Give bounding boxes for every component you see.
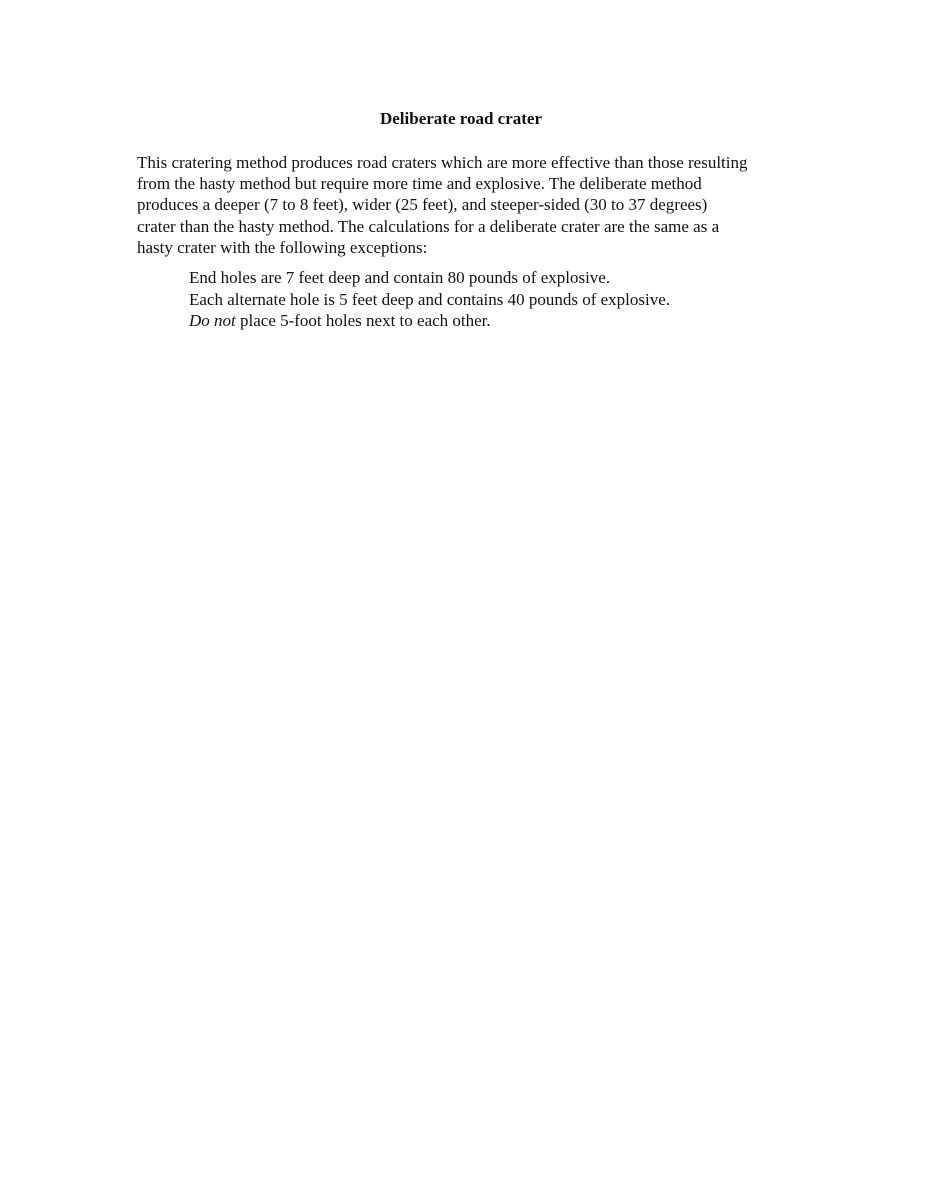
- exception-alternate-holes: Each alternate hole is 5 feet deep and contains 40 pounds of explosive.: [189, 289, 671, 309]
- paragraph-line: hasty crater with the following exceptions:: [137, 237, 428, 257]
- exception-end-holes: End holes are 7 feet deep and contain 80 pounds of explosive.: [189, 268, 611, 287]
- document-title: Deliberate road crater: [379, 109, 543, 128]
- paragraph-line: crater than the hasty method. The calculations for a deliberate crater are the same as a: [137, 216, 720, 236]
- exception-emphasis: Do not: [189, 311, 236, 330]
- paragraph-line: from the hasty method but require more time and explosive. The deliberate method: [137, 174, 702, 194]
- intro-paragraph: [137, 152, 797, 258]
- exception-placement-text: place 5-foot holes next to each other.: [235, 311, 491, 330]
- exceptions-list: [189, 267, 789, 332]
- paragraph-line: This cratering method produces road craters which are more effective than those resulting: [137, 153, 748, 172]
- exception-placement: [189, 310, 789, 332]
- paragraph-line: produces a deeper (7 to 8 feet), wider (25 feet), and steeper-sided (30 to 37 degrees): [137, 195, 708, 215]
